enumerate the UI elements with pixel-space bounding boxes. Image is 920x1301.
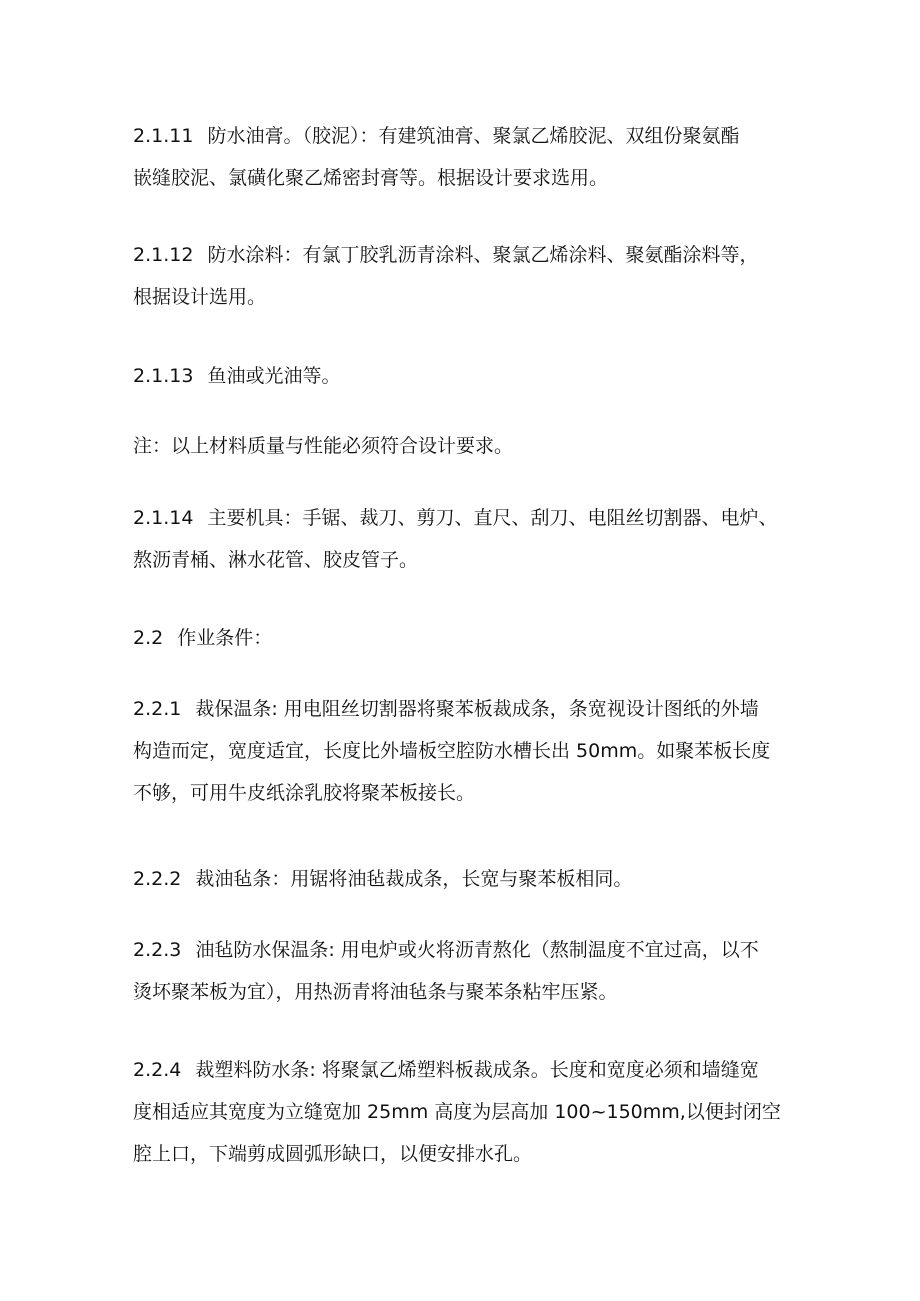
section-number: 2.1.11 xyxy=(133,125,194,147)
paragraph-line: 烫坏聚苯板为宜），用热沥青将油毡条与聚苯条粘牢压紧。 xyxy=(133,981,618,1003)
paragraph-line: 2.1.13 鱼油或光油等。 xyxy=(133,365,341,387)
section-number: 2.1.13 xyxy=(133,365,194,387)
note-paragraph xyxy=(133,425,808,467)
paragraph-line: 腔上口，下端剪成圆弧形缺口，以便安排水孔。 xyxy=(133,1143,533,1165)
paragraph-line: 2.2.3 油毡防水保温条: 用电炉或火将沥青熬化（熬制温度不宜过高，以不 xyxy=(133,939,759,961)
paragraph-line: 根据设计选用。 xyxy=(133,286,267,308)
paragraph-line: 2.2 作业条件： xyxy=(133,627,273,649)
paragraph-2-2-3 xyxy=(133,929,808,1013)
section-number: 2.1.12 xyxy=(133,244,194,266)
paragraph-2-1-13 xyxy=(133,355,808,397)
paragraph-line: 不够，可用牛皮纸涂乳胶将聚苯板接长。 xyxy=(133,782,476,804)
paragraph-line: 2.2.1 裁保温条: 用电阻丝切割器将聚苯板裁成条，条宽视设计图纸的外墙 xyxy=(133,698,759,720)
paragraph-line: 2.2.2 裁油毡条：用锯将油毡裁成条，长宽与聚苯板相同。 xyxy=(133,868,633,890)
paragraph-line: 熬沥青桶、淋水花管、胶皮管子。 xyxy=(133,549,419,571)
paragraph-line: 2.1.14 主要机具：手锯、裁刀、剪刀、直尺、刮刀、电阻丝切割器、电炉、 xyxy=(133,507,778,529)
paragraph-2-2-1 xyxy=(133,688,808,814)
section-number: 2.2.2 xyxy=(133,868,182,890)
paragraph-2-2-4 xyxy=(133,1049,808,1175)
section-number: 2.2.4 xyxy=(133,1059,182,1081)
section-number: 2.2.3 xyxy=(133,939,182,961)
section-number: 2.1.14 xyxy=(133,507,194,529)
paragraph-line: 注：以上材料质量与性能必须符合设计要求。 xyxy=(133,435,514,457)
paragraph-2-1-14 xyxy=(133,497,808,581)
paragraph-2-1-11 xyxy=(133,115,808,199)
paragraph-line: 嵌缝胶泥、氯磺化聚乙烯密封膏等。根据设计要求选用。 xyxy=(133,167,609,189)
paragraph-line: 2.2.4 裁塑料防水条: 将聚氯乙烯塑料板裁成条。长度和宽度必须和墙缝宽 xyxy=(133,1059,759,1081)
paragraph-line: 2.1.11 防水油膏。（胶泥）：有建筑油膏、聚氯乙烯胶泥、双组份聚氨酯 xyxy=(133,125,740,147)
paragraph-2-2 xyxy=(133,617,808,659)
paragraph-2-2-2 xyxy=(133,858,808,900)
paragraph-line: 度相适应其宽度为立缝宽加 25mm 高度为层高加 100~150mm,以便封闭空 xyxy=(133,1101,781,1123)
paragraph-line: 构造而定，宽度适宜，长度比外墙板空腔防水槽长出 50mm。如聚苯板长度 xyxy=(133,740,771,762)
paragraph-line: 2.1.12 防水涂料：有氯丁胶乳沥青涂料、聚氯乙烯涂料、聚氨酯涂料等， xyxy=(133,244,759,266)
section-number: 2.2 xyxy=(133,627,164,649)
section-number: 2.2.1 xyxy=(133,698,182,720)
paragraph-2-1-12 xyxy=(133,234,808,318)
